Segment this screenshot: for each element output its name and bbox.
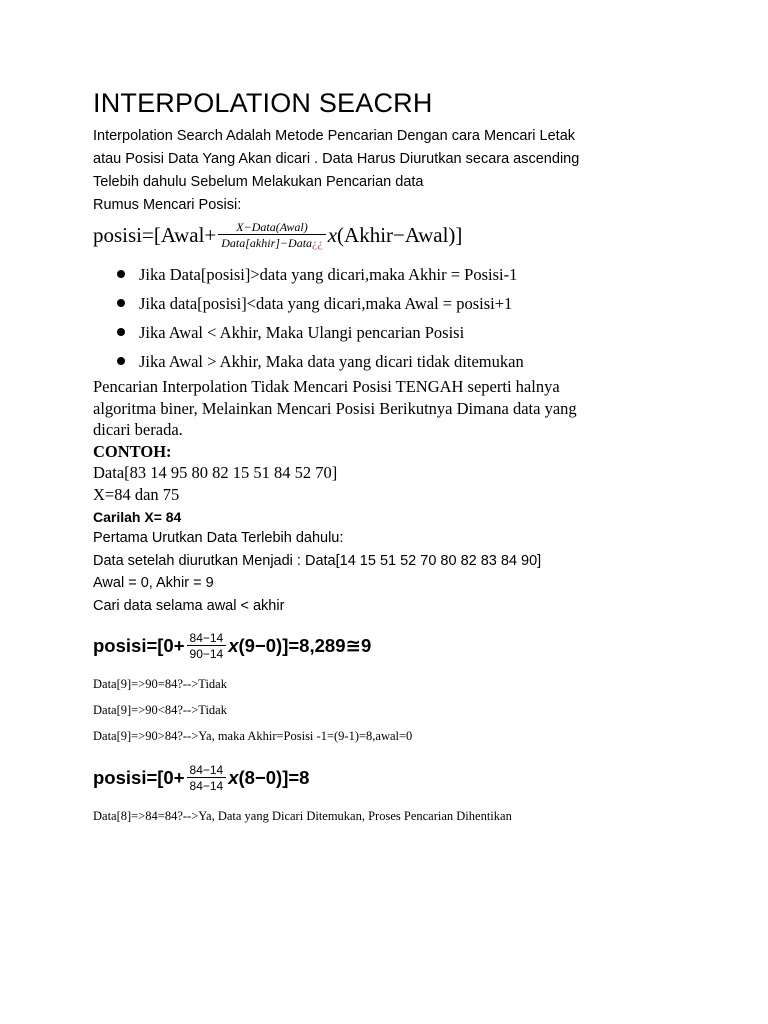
- position-formula: [93, 220, 733, 250]
- rule-item: Jika Data[posisi]>data yang dicari,maka Akhir = Posisi-1: [117, 260, 733, 289]
- calc-lhs: posisi=[0+: [93, 635, 185, 656]
- intro-line: Telebih dahulu Sebelum Melakukan Pencarian data: [93, 174, 424, 190]
- note-line: Pencarian Interpolation Tidak Mencari Posisi TENGAH seperti halnya: [93, 377, 560, 396]
- intro-line: atau Posisi Data Yang Akan dicari . Data Harus Diurutkan secara ascending: [93, 151, 580, 167]
- calc-numerator: 84−14: [189, 631, 224, 645]
- example-step: Data setelah diurutkan Menjadi : Data[14 15 51 52 70 80 82 83 84 90]: [93, 552, 542, 569]
- note-paragraph: [93, 376, 733, 441]
- note-line: dicari berada.: [93, 420, 183, 439]
- calc-denominator: 84−14: [187, 777, 227, 793]
- calc-fraction: [187, 631, 227, 661]
- check-line: Data[8]=>84=84?-->Ya, Data yang Dicari Ditemukan, Proses Pencarian Dihentikan: [93, 809, 512, 823]
- formula-rhs: (Akhir−Awal)]: [337, 222, 463, 247]
- checks-1: [93, 671, 733, 749]
- formula-multiply: x: [327, 222, 338, 247]
- formula-denominator: [218, 234, 325, 250]
- calc-formula-2: [93, 763, 733, 793]
- calc-denominator: 90−14: [187, 645, 227, 661]
- example-x: X=84 dan 75: [93, 484, 180, 504]
- example-data: Data[83 14 95 80 82 15 51 84 52 70]: [93, 463, 338, 482]
- check-line: Data[9]=>90<84?-->Tidak: [93, 703, 227, 717]
- page-title: INTERPOLATION SEACRH: [93, 88, 433, 118]
- document-page: [93, 88, 733, 829]
- example-find: Carilah X= 84: [93, 509, 182, 525]
- calc-multiply: x: [228, 635, 239, 656]
- calc-multiply: x: [228, 767, 239, 788]
- calc-fraction: [187, 763, 227, 793]
- calc-rhs: (8−0)]=8: [238, 767, 310, 788]
- example-step: Pertama Urutkan Data Terlebih dahulu:: [93, 530, 344, 546]
- formula-fraction: [218, 220, 325, 250]
- calc-numerator: 84−14: [189, 763, 224, 777]
- example-step: Cari data selama awal < akhir: [93, 597, 285, 614]
- formula-denominator-text: Data[akhir]−Data: [221, 236, 313, 250]
- rules-list: [93, 260, 733, 376]
- formula-numerator: X−Data(Awal): [236, 220, 308, 234]
- calc-lhs: posisi=[0+: [93, 767, 185, 788]
- rule-item: Jika data[posisi]<data yang dicari,maka Awal = posisi+1: [117, 289, 733, 318]
- rule-item: Jika Awal < Akhir, Maka Ulangi pencarian Posisi: [117, 318, 733, 347]
- rule-item: Jika Awal > Akhir, Maka data yang dicari tidak ditemukan: [117, 347, 733, 376]
- formula-heading: Rumus Mencari Posisi:: [93, 197, 242, 213]
- example-section: [93, 441, 733, 506]
- example-heading: CONTOH:: [93, 441, 172, 461]
- calc-formula-1: [93, 631, 733, 661]
- formula-lhs: posisi=[Awal+: [93, 222, 217, 247]
- check-line: Data[9]=>90=84?-->Tidak: [93, 677, 227, 691]
- formula-error-glyph: ¿¿: [312, 236, 323, 250]
- intro-paragraph: [93, 125, 733, 217]
- intro-line: Interpolation Search Adalah Metode Pencarian Dengan cara Mencari Letak: [93, 128, 576, 144]
- note-line: algoritma biner, Melainkan Mencari Posisi Berikutnya Dimana data yang: [93, 398, 577, 418]
- check-line: Data[9]=>90>84?-->Ya, maka Akhir=Posisi -1=(9-1)=8,awal=0: [93, 729, 413, 743]
- example-step: Awal = 0, Akhir = 9: [93, 575, 214, 591]
- checks-2: [93, 803, 733, 829]
- calc-rhs: (9−0)]=8,289≅9: [238, 635, 372, 656]
